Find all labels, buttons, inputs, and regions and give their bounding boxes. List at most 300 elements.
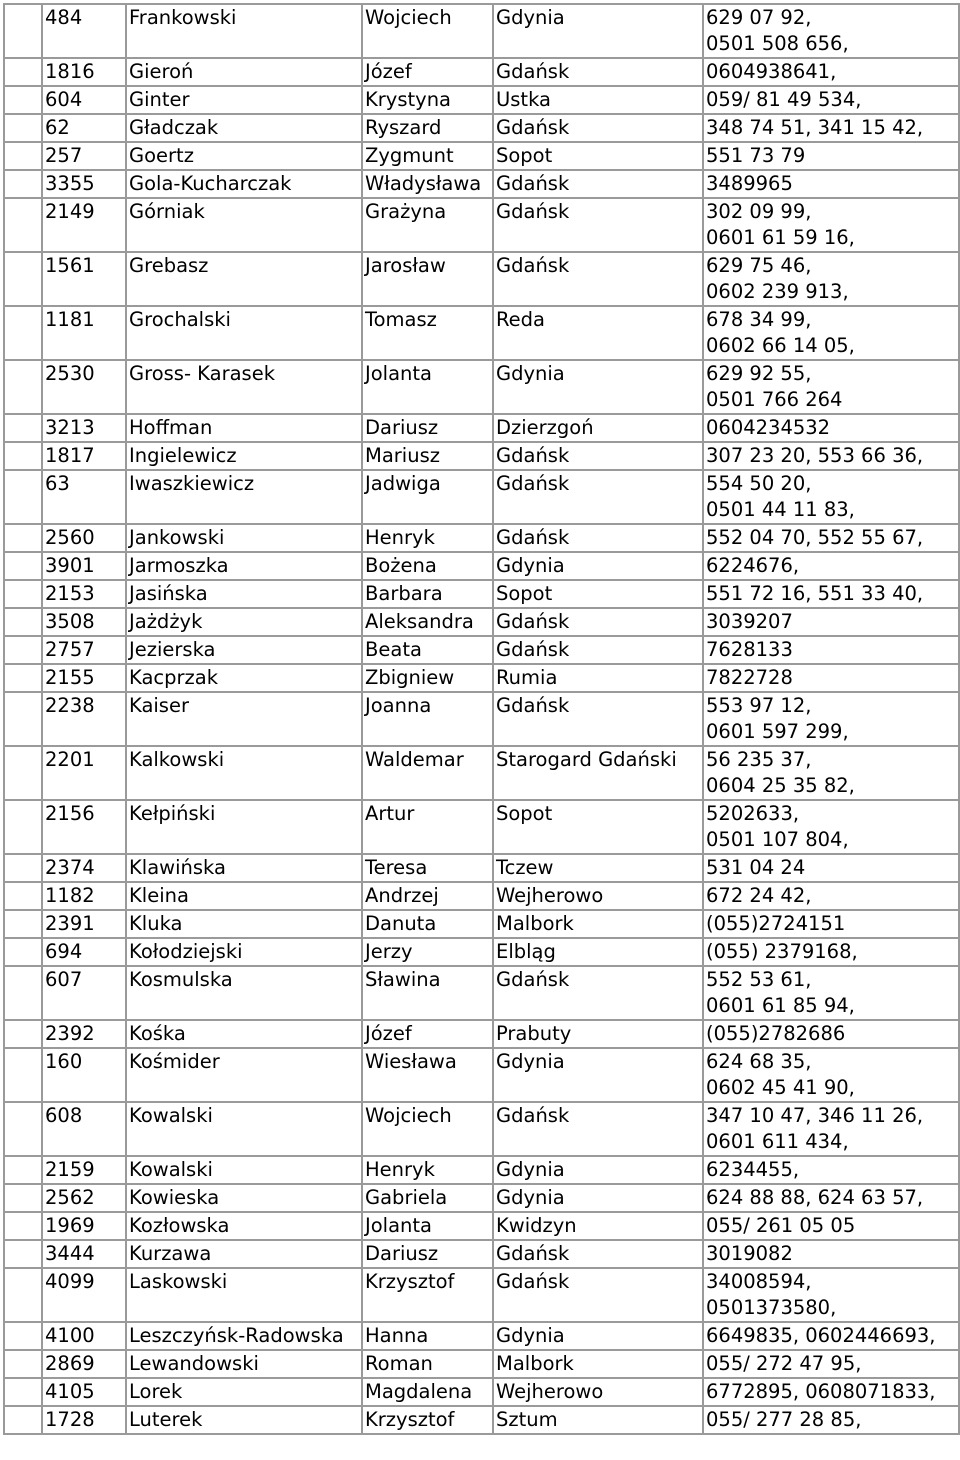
phone-cell: [703, 1322, 959, 1350]
first-name-cell: Wiesława: [362, 1048, 493, 1102]
phone-number: 6234455,: [706, 1158, 800, 1181]
phone-cell: [703, 198, 959, 252]
surname-cell: Kowalski: [126, 1156, 362, 1184]
phone-cell: [703, 86, 959, 114]
phone-number: 624 68 35,: [706, 1050, 812, 1073]
phone-number: 629 92 55,: [706, 362, 812, 385]
phone-number: 6224676,: [706, 554, 800, 577]
id-cell: 1181: [42, 306, 126, 360]
first-name-cell: Hanna: [362, 1322, 493, 1350]
surname-cell: Kowalski: [126, 1102, 362, 1156]
phone-cell: [703, 114, 959, 142]
surname-cell: Kleina: [126, 882, 362, 910]
row-margin-cell: [4, 252, 42, 306]
first-name-cell: Krzysztof: [362, 1406, 493, 1434]
phone-cell: [703, 58, 959, 86]
table-row: [4, 608, 959, 636]
table-row: [4, 442, 959, 470]
phone-cell: [703, 882, 959, 910]
id-cell: 2374: [42, 854, 126, 882]
row-margin-cell: [4, 524, 42, 552]
table-row: [4, 306, 959, 360]
surname-cell: Kalkowski: [126, 746, 362, 800]
first-name-cell: Henryk: [362, 1156, 493, 1184]
city-cell: Gdańsk: [493, 170, 703, 198]
table-row: [4, 414, 959, 442]
row-margin-cell: [4, 1350, 42, 1378]
first-name-cell: Jarosław: [362, 252, 493, 306]
row-margin-cell: [4, 966, 42, 1020]
city-cell: Gdańsk: [493, 692, 703, 746]
first-name-cell: Tomasz: [362, 306, 493, 360]
city-cell: Gdańsk: [493, 1102, 703, 1156]
phone-number: 0501 766 264: [706, 388, 843, 411]
phone-cell: [703, 4, 959, 58]
city-cell: Malbork: [493, 1350, 703, 1378]
row-margin-cell: [4, 114, 42, 142]
table-row: [4, 692, 959, 746]
phone-number: 302 09 99,: [706, 200, 812, 223]
city-cell: Tczew: [493, 854, 703, 882]
surname-cell: Górniak: [126, 198, 362, 252]
phone-cell: [703, 938, 959, 966]
first-name-cell: Dariusz: [362, 1240, 493, 1268]
first-name-cell: Barbara: [362, 580, 493, 608]
surname-cell: Jasińska: [126, 580, 362, 608]
first-name-cell: Aleksandra: [362, 608, 493, 636]
table-row: [4, 1212, 959, 1240]
phone-cell: [703, 524, 959, 552]
id-cell: 4105: [42, 1378, 126, 1406]
phone-cell: [703, 692, 959, 746]
city-cell: Gdynia: [493, 552, 703, 580]
phone-number: 551 73 79: [706, 144, 806, 167]
city-cell: Gdańsk: [493, 966, 703, 1020]
city-cell: Sopot: [493, 142, 703, 170]
phone-number: 624 88 88, 624 63 57,: [706, 1186, 924, 1209]
table-row: [4, 1350, 959, 1378]
phone-number: 0601 611 434,: [706, 1130, 849, 1153]
phone-number: 055/ 261 05 05: [706, 1214, 856, 1237]
phone-number: (055)2782686: [706, 1022, 846, 1045]
surname-cell: Kurzawa: [126, 1240, 362, 1268]
phone-cell: [703, 1350, 959, 1378]
city-cell: Sopot: [493, 580, 703, 608]
surname-cell: Grebasz: [126, 252, 362, 306]
phone-cell: [703, 1240, 959, 1268]
first-name-cell: Wojciech: [362, 4, 493, 58]
phone-number: 0501 107 804,: [706, 828, 849, 851]
table-row: [4, 1378, 959, 1406]
phone-number: 059/ 81 49 534,: [706, 88, 862, 111]
phone-number: 0501373580,: [706, 1296, 837, 1319]
row-margin-cell: [4, 692, 42, 746]
row-margin-cell: [4, 580, 42, 608]
first-name-cell: Dariusz: [362, 414, 493, 442]
surname-cell: Kośmider: [126, 1048, 362, 1102]
phone-cell: [703, 470, 959, 524]
city-cell: Gdańsk: [493, 442, 703, 470]
table-row: [4, 114, 959, 142]
id-cell: 2159: [42, 1156, 126, 1184]
city-cell: Gdynia: [493, 4, 703, 58]
id-cell: 607: [42, 966, 126, 1020]
row-margin-cell: [4, 1102, 42, 1156]
phone-number: 5202633,: [706, 802, 800, 825]
phone-cell: [703, 608, 959, 636]
table-row: [4, 800, 959, 854]
table-row: [4, 470, 959, 524]
row-margin-cell: [4, 854, 42, 882]
table-row: [4, 142, 959, 170]
surname-cell: Kosmulska: [126, 966, 362, 1020]
row-margin-cell: [4, 470, 42, 524]
phone-cell: [703, 1020, 959, 1048]
city-cell: Dzierzgoń: [493, 414, 703, 442]
first-name-cell: Jolanta: [362, 360, 493, 414]
phone-number: 34008594,: [706, 1270, 812, 1293]
city-cell: Gdynia: [493, 1156, 703, 1184]
id-cell: 484: [42, 4, 126, 58]
city-cell: Gdańsk: [493, 470, 703, 524]
first-name-cell: Mariusz: [362, 442, 493, 470]
id-cell: 1816: [42, 58, 126, 86]
phone-cell: [703, 664, 959, 692]
phone-cell: [703, 746, 959, 800]
phone-number: 0501 44 11 83,: [706, 498, 855, 521]
table-row: [4, 1102, 959, 1156]
id-cell: 2562: [42, 1184, 126, 1212]
surname-cell: Gola-Kucharczak: [126, 170, 362, 198]
phone-cell: [703, 580, 959, 608]
surname-cell: Kołodziejski: [126, 938, 362, 966]
phone-cell: [703, 1048, 959, 1102]
surname-cell: Gładczak: [126, 114, 362, 142]
first-name-cell: Beata: [362, 636, 493, 664]
city-cell: Wejherowo: [493, 882, 703, 910]
phone-number: (055) 2379168,: [706, 940, 858, 963]
city-cell: Ustka: [493, 86, 703, 114]
row-margin-cell: [4, 608, 42, 636]
table-row: [4, 746, 959, 800]
surname-cell: Jażdżyk: [126, 608, 362, 636]
id-cell: 4099: [42, 1268, 126, 1322]
phone-cell: [703, 414, 959, 442]
first-name-cell: Zygmunt: [362, 142, 493, 170]
row-margin-cell: [4, 1378, 42, 1406]
phone-number: 348 74 51, 341 15 42,: [706, 116, 924, 139]
surname-cell: Jezierska: [126, 636, 362, 664]
surname-cell: Iwaszkiewicz: [126, 470, 362, 524]
id-cell: 2757: [42, 636, 126, 664]
surname-cell: Klawińska: [126, 854, 362, 882]
id-cell: 63: [42, 470, 126, 524]
row-margin-cell: [4, 4, 42, 58]
city-cell: Gdańsk: [493, 636, 703, 664]
row-margin-cell: [4, 1020, 42, 1048]
first-name-cell: Danuta: [362, 910, 493, 938]
surname-cell: Luterek: [126, 1406, 362, 1434]
first-name-cell: Jolanta: [362, 1212, 493, 1240]
phone-number: 629 07 92,: [706, 6, 812, 29]
table-row: [4, 86, 959, 114]
surname-cell: Jankowski: [126, 524, 362, 552]
phone-cell: [703, 442, 959, 470]
first-name-cell: Teresa: [362, 854, 493, 882]
phone-number: 552 53 61,: [706, 968, 812, 991]
surname-cell: Lewandowski: [126, 1350, 362, 1378]
first-name-cell: Grażyna: [362, 198, 493, 252]
city-cell: Gdańsk: [493, 198, 703, 252]
table-row: [4, 664, 959, 692]
first-name-cell: Henryk: [362, 524, 493, 552]
phone-number: 0604 25 35 82,: [706, 774, 855, 797]
row-margin-cell: [4, 442, 42, 470]
surname-cell: Lorek: [126, 1378, 362, 1406]
phone-number: 3019082: [706, 1242, 793, 1265]
id-cell: 1728: [42, 1406, 126, 1434]
city-cell: Gdańsk: [493, 252, 703, 306]
table-row: [4, 1048, 959, 1102]
table-row: [4, 854, 959, 882]
table-row: [4, 636, 959, 664]
phone-number: 055/ 272 47 95,: [706, 1352, 862, 1375]
id-cell: 1969: [42, 1212, 126, 1240]
row-margin-cell: [4, 882, 42, 910]
first-name-cell: Artur: [362, 800, 493, 854]
phone-number: 3039207: [706, 610, 793, 633]
surname-cell: Kaiser: [126, 692, 362, 746]
phone-cell: [703, 1102, 959, 1156]
row-margin-cell: [4, 142, 42, 170]
first-name-cell: Waldemar: [362, 746, 493, 800]
row-margin-cell: [4, 938, 42, 966]
phone-number: 7822728: [706, 666, 793, 689]
first-name-cell: Józef: [362, 58, 493, 86]
phone-number: 0601 61 59 16,: [706, 226, 855, 249]
id-cell: 2156: [42, 800, 126, 854]
phone-number: 551 72 16, 551 33 40,: [706, 582, 924, 605]
id-cell: 2391: [42, 910, 126, 938]
phone-cell: [703, 360, 959, 414]
table-row: [4, 910, 959, 938]
first-name-cell: Ryszard: [362, 114, 493, 142]
city-cell: Kwidzyn: [493, 1212, 703, 1240]
row-margin-cell: [4, 636, 42, 664]
phone-cell: [703, 306, 959, 360]
id-cell: 2201: [42, 746, 126, 800]
id-cell: 3508: [42, 608, 126, 636]
table-row: [4, 1020, 959, 1048]
row-margin-cell: [4, 360, 42, 414]
row-margin-cell: [4, 1406, 42, 1434]
id-cell: 1182: [42, 882, 126, 910]
phone-number: 629 75 46,: [706, 254, 812, 277]
row-margin-cell: [4, 1156, 42, 1184]
surname-cell: Kluka: [126, 910, 362, 938]
phone-cell: [703, 1184, 959, 1212]
city-cell: Malbork: [493, 910, 703, 938]
surname-cell: Ingielewicz: [126, 442, 362, 470]
phone-cell: [703, 636, 959, 664]
city-cell: Gdynia: [493, 1048, 703, 1102]
id-cell: 3901: [42, 552, 126, 580]
first-name-cell: Krystyna: [362, 86, 493, 114]
first-name-cell: Magdalena: [362, 1378, 493, 1406]
table-row: [4, 170, 959, 198]
city-cell: Reda: [493, 306, 703, 360]
table-row: [4, 966, 959, 1020]
id-cell: 2530: [42, 360, 126, 414]
row-margin-cell: [4, 910, 42, 938]
table-row: [4, 360, 959, 414]
table-row: [4, 1268, 959, 1322]
city-cell: Starogard Gdański: [493, 746, 703, 800]
id-cell: 4100: [42, 1322, 126, 1350]
table-row: [4, 524, 959, 552]
row-margin-cell: [4, 1048, 42, 1102]
phone-number: 0604938641,: [706, 60, 837, 83]
first-name-cell: Roman: [362, 1350, 493, 1378]
id-cell: 3213: [42, 414, 126, 442]
row-margin-cell: [4, 1212, 42, 1240]
city-cell: Prabuty: [493, 1020, 703, 1048]
row-margin-cell: [4, 198, 42, 252]
phone-cell: [703, 800, 959, 854]
surname-cell: Grochalski: [126, 306, 362, 360]
city-cell: Gdynia: [493, 1322, 703, 1350]
table-row: [4, 1184, 959, 1212]
phone-number: 7628133: [706, 638, 793, 661]
id-cell: 1817: [42, 442, 126, 470]
table-row: [4, 4, 959, 58]
first-name-cell: Sławina: [362, 966, 493, 1020]
surname-cell: Kośka: [126, 1020, 362, 1048]
phone-number: 3489965: [706, 172, 793, 195]
first-name-cell: Krzysztof: [362, 1268, 493, 1322]
first-name-cell: Józef: [362, 1020, 493, 1048]
row-margin-cell: [4, 58, 42, 86]
phone-cell: [703, 854, 959, 882]
id-cell: 3444: [42, 1240, 126, 1268]
phone-cell: [703, 142, 959, 170]
surname-cell: Leszczyńsk-Radowska: [126, 1322, 362, 1350]
id-cell: 2869: [42, 1350, 126, 1378]
surname-cell: Laskowski: [126, 1268, 362, 1322]
phone-cell: [703, 1378, 959, 1406]
phone-number: 347 10 47, 346 11 26,: [706, 1104, 924, 1127]
surname-cell: Gross- Karasek: [126, 360, 362, 414]
city-cell: Sztum: [493, 1406, 703, 1434]
first-name-cell: Joanna: [362, 692, 493, 746]
city-cell: Gdańsk: [493, 58, 703, 86]
row-margin-cell: [4, 170, 42, 198]
id-cell: 2153: [42, 580, 126, 608]
phone-number: 0601 61 85 94,: [706, 994, 855, 1017]
phone-number: 554 50 20,: [706, 472, 812, 495]
city-cell: Gdańsk: [493, 524, 703, 552]
phone-cell: [703, 1212, 959, 1240]
first-name-cell: Gabriela: [362, 1184, 493, 1212]
table-row: [4, 1156, 959, 1184]
table-row: [4, 1322, 959, 1350]
phone-cell: [703, 170, 959, 198]
table-row: [4, 580, 959, 608]
phone-number: 0602 45 41 90,: [706, 1076, 855, 1099]
phone-number: 0501 508 656,: [706, 32, 849, 55]
id-cell: 3355: [42, 170, 126, 198]
row-margin-cell: [4, 1240, 42, 1268]
phone-number: 56 235 37,: [706, 748, 812, 771]
row-margin-cell: [4, 664, 42, 692]
phone-number: 552 04 70, 552 55 67,: [706, 526, 924, 549]
phone-cell: [703, 910, 959, 938]
id-cell: 2560: [42, 524, 126, 552]
id-cell: 257: [42, 142, 126, 170]
phone-number: 055/ 277 28 85,: [706, 1408, 862, 1431]
surname-cell: Frankowski: [126, 4, 362, 58]
phone-number: 553 97 12,: [706, 694, 812, 717]
id-cell: 2238: [42, 692, 126, 746]
id-cell: 694: [42, 938, 126, 966]
phone-number: 0601 597 299,: [706, 720, 849, 743]
id-cell: 2155: [42, 664, 126, 692]
surname-cell: Kozłowska: [126, 1212, 362, 1240]
city-cell: Rumia: [493, 664, 703, 692]
phone-number: 0602 66 14 05,: [706, 334, 855, 357]
city-cell: Gdynia: [493, 360, 703, 414]
table-row: [4, 552, 959, 580]
city-cell: Sopot: [493, 800, 703, 854]
surname-cell: Goertz: [126, 142, 362, 170]
surname-cell: Kowieska: [126, 1184, 362, 1212]
id-cell: 604: [42, 86, 126, 114]
row-margin-cell: [4, 1322, 42, 1350]
phone-cell: [703, 252, 959, 306]
surname-cell: Jarmoszka: [126, 552, 362, 580]
row-margin-cell: [4, 746, 42, 800]
first-name-cell: Jerzy: [362, 938, 493, 966]
contact-directory-table: [3, 3, 960, 1435]
phone-number: 678 34 99,: [706, 308, 812, 331]
table-row: [4, 1406, 959, 1434]
row-margin-cell: [4, 414, 42, 442]
row-margin-cell: [4, 306, 42, 360]
row-margin-cell: [4, 1184, 42, 1212]
first-name-cell: Bożena: [362, 552, 493, 580]
first-name-cell: Wojciech: [362, 1102, 493, 1156]
phone-cell: [703, 552, 959, 580]
phone-number: 0604234532: [706, 416, 831, 439]
table-row: [4, 882, 959, 910]
city-cell: Gdańsk: [493, 114, 703, 142]
row-margin-cell: [4, 800, 42, 854]
city-cell: Wejherowo: [493, 1378, 703, 1406]
id-cell: 62: [42, 114, 126, 142]
row-margin-cell: [4, 86, 42, 114]
phone-cell: [703, 1268, 959, 1322]
city-cell: Gdańsk: [493, 608, 703, 636]
first-name-cell: Andrzej: [362, 882, 493, 910]
row-margin-cell: [4, 552, 42, 580]
city-cell: Gdynia: [493, 1184, 703, 1212]
phone-number: (055)2724151: [706, 912, 846, 935]
surname-cell: Kacprzak: [126, 664, 362, 692]
table-row: [4, 58, 959, 86]
table-row: [4, 938, 959, 966]
city-cell: Gdańsk: [493, 1240, 703, 1268]
surname-cell: Kełpiński: [126, 800, 362, 854]
